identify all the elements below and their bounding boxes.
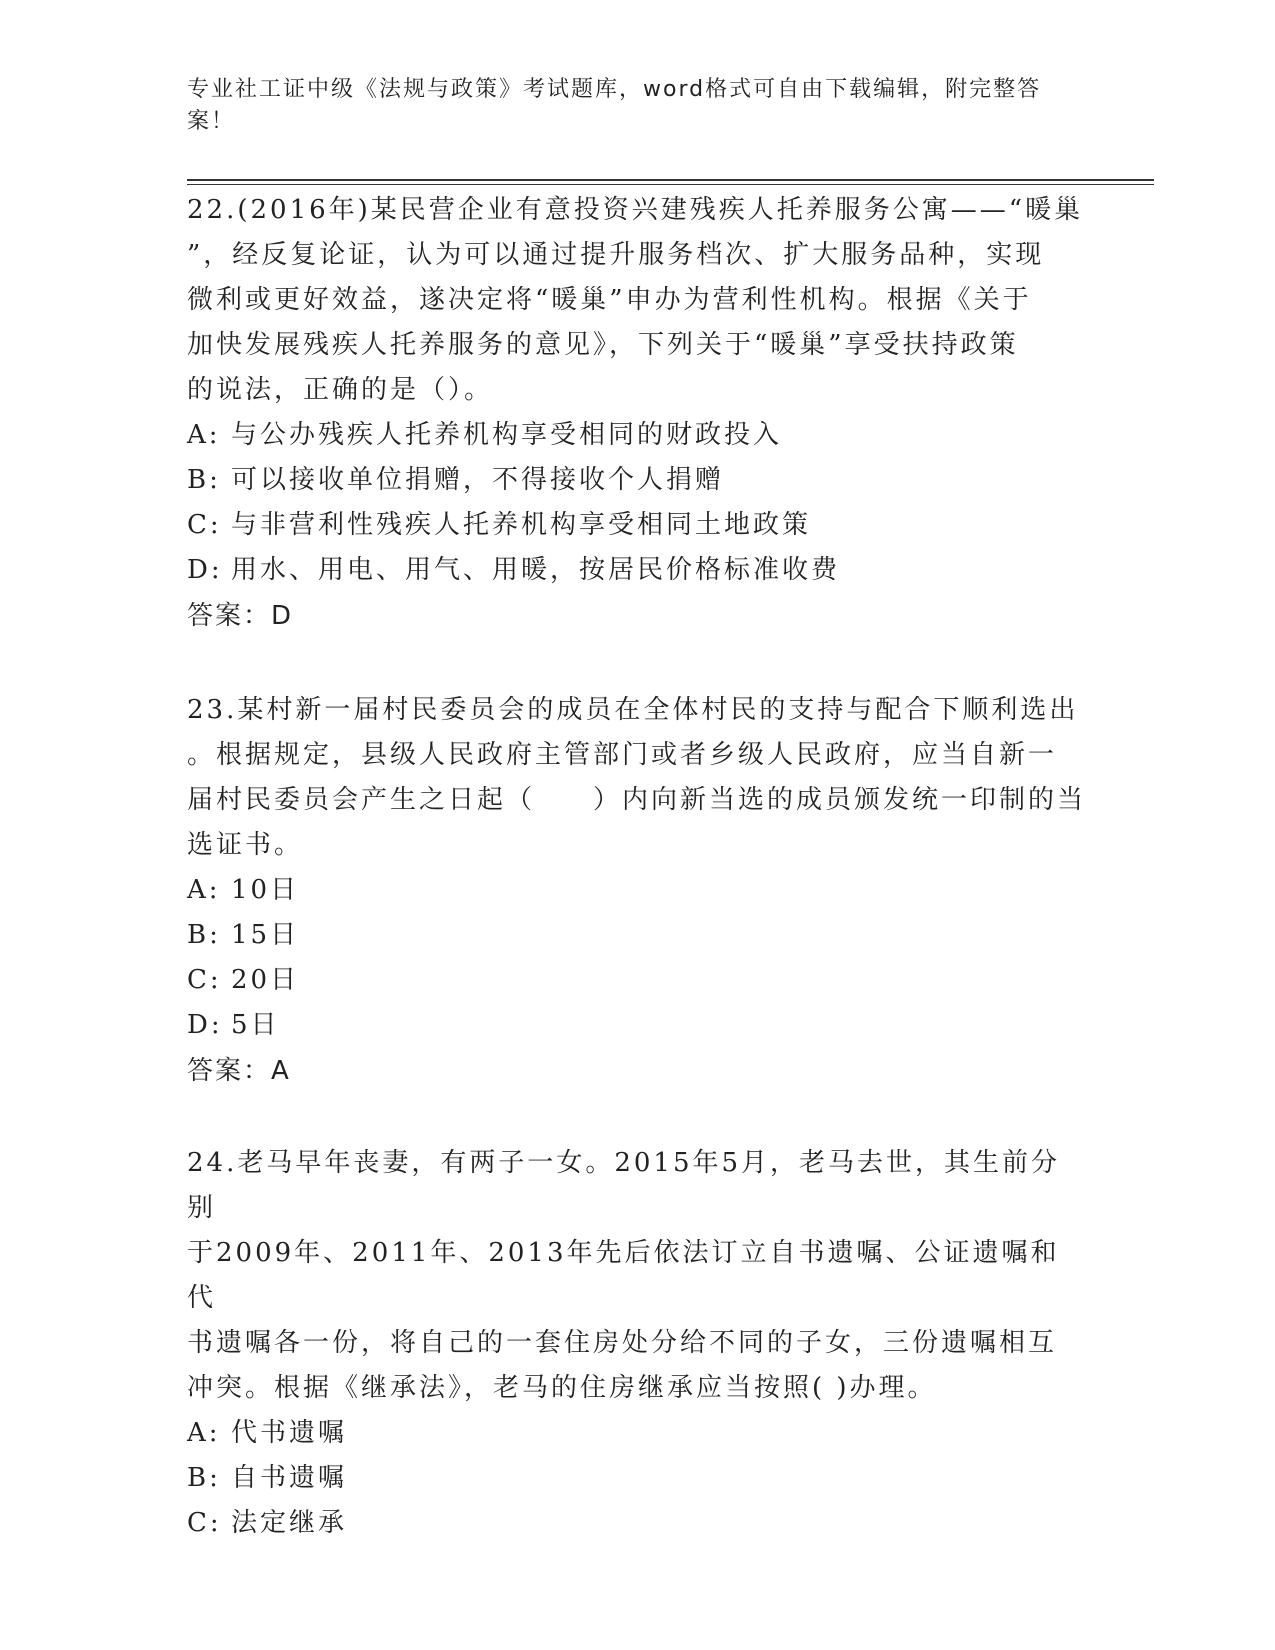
option-letter: B: [187, 1463, 221, 1493]
question-stem: 23.某村新一届村民委员会的成员在全体村民的支持与配合下顺利选出 。根据规定，县级人民政府主管部门或者乡级人民政府，应当自新一 届村民委员会产生之日起（ ）内向新当选的成员颁发统一印制的当 选证书。 [187, 695, 1087, 860]
option-text: 可以接收单位捐赠，不得接收个人捐赠 [231, 465, 725, 495]
option-letter: B: [187, 465, 221, 495]
option-c [187, 958, 1087, 1003]
option-letter: A: [187, 875, 221, 905]
option-c [187, 503, 1087, 548]
option-b [187, 913, 1087, 958]
question-stem: 22.(2016年)某民营企业有意投资兴建残疾人托养服务公寓——“暖巢 ”，经反复论证，认为可以通过提升服务档次、扩大服务品种，实现 微利或更好效益，遂决定将“暖巢”申办为营利性机构。根据《关于 加快发展残疾人托养服务的意见》，下列关于“暖巢”享受扶持政策 的说法，正确的是（）。 [187, 195, 1084, 405]
answer-line: 答案：D [187, 601, 294, 631]
question-23 [187, 688, 1087, 1094]
option-letter: A: [187, 420, 221, 450]
option-text: 自书遗嘱 [231, 1463, 348, 1493]
option-letter: A: [187, 1418, 221, 1448]
option-b [187, 1456, 1087, 1501]
option-text: 5日 [231, 1010, 280, 1040]
option-a [187, 868, 1087, 913]
option-a [187, 413, 1087, 458]
option-d [187, 548, 1087, 593]
answer-line: 答案：A [187, 1056, 291, 1086]
option-d [187, 1003, 1087, 1048]
option-text: 代书遗嘱 [231, 1418, 348, 1448]
option-b [187, 458, 1087, 503]
option-letter: C: [187, 1508, 222, 1538]
option-text: 20日 [231, 965, 300, 995]
option-text: 与公办残疾人托养机构享受相同的财政投入 [231, 420, 783, 450]
option-letter: D: [187, 555, 223, 585]
option-letter: C: [187, 510, 222, 540]
question-22 [187, 188, 1087, 639]
document-header: 专业社工证中级《法规与政策》考试题库，word格式可自由下载编辑，附完整答案！ [187, 77, 1042, 134]
option-text: 15日 [231, 920, 300, 950]
option-text: 用水、用电、用气、用暖，按居民价格标准收费 [231, 555, 841, 585]
question-stem: 24.老马早年丧妻，有两子一女。2015年5月，老马去世，其生前分别 于2009年、2011年、2013年先后依法订立自书遗嘱、公证遗嘱和代 书遗嘱各一份，将自己的一套住房处分给不同的子女，三份遗嘱相互 冲突。根据《继承法》，老马的住房继承应当按照( )办理。 [187, 1148, 1061, 1403]
option-a [187, 1411, 1087, 1456]
option-c [187, 1501, 1087, 1546]
header-divider [187, 179, 1154, 181]
option-text: 与非营利性残疾人托养机构享受相同土地政策 [231, 510, 812, 540]
header-divider-thin [187, 184, 1154, 185]
question-24 [187, 1141, 1087, 1546]
option-text: 10日 [231, 875, 300, 905]
option-letter: B: [187, 920, 221, 950]
option-letter: D: [187, 1010, 223, 1040]
option-text: 法定继承 [231, 1508, 348, 1538]
option-letter: C: [187, 965, 222, 995]
